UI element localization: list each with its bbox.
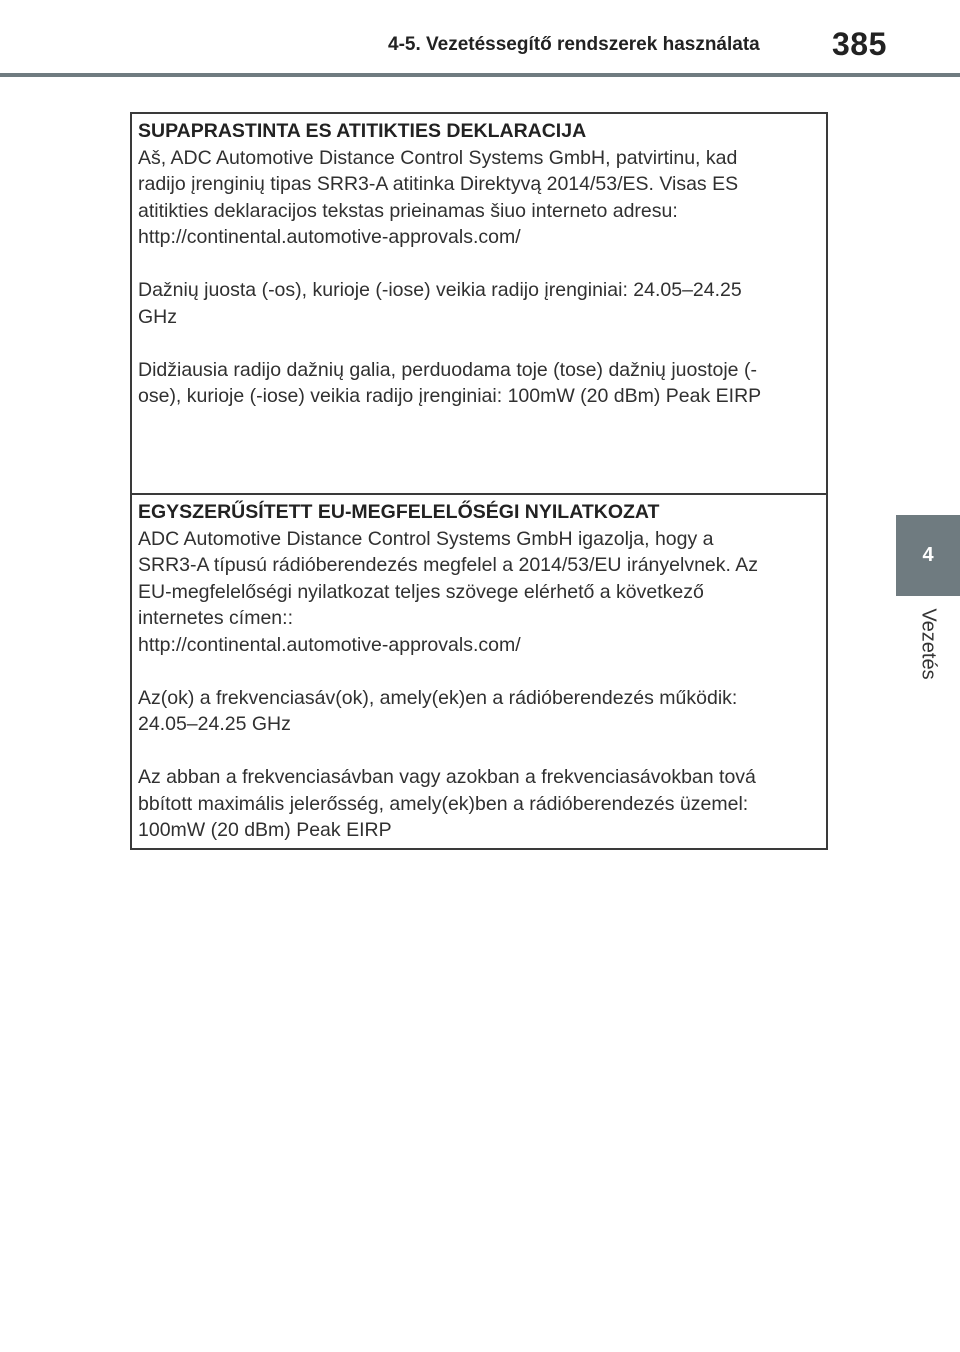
declaration-box-hungarian xyxy=(130,493,828,850)
declaration-line: radijo įrenginių tipas SRR3-A atitinka Direktyvą 2014/53/ES. Visas ES xyxy=(138,173,739,195)
declaration-box-lithuanian xyxy=(130,112,828,495)
declaration-title: SUPAPRASTINTA ES ATITIKTIES DEKLARACIJA xyxy=(138,120,587,142)
declaration-line: Aš, ADC Automotive Distance Control Systems GmbH, patvirtinu, kad xyxy=(138,146,738,169)
declaration-line: EU-megfelelőségi nyilatkozat teljes szövege elérhető a következő xyxy=(138,580,704,603)
power-line: Az abban a frekvenciasávban vagy azokban a frekvenciasávokban tová xyxy=(138,766,756,788)
declaration-url: http://continental.automotive-approvals.com/ xyxy=(138,226,521,248)
power-line: bbított maximális jelerősség, amely(ek)ben a rádióberendezés üzemel: xyxy=(138,792,749,815)
power-line: ose), kurioje (-iose) veikia radijo įrenginiai: 100mW (20 dBm) Peak EIRP xyxy=(138,385,762,407)
paragraph-gap xyxy=(138,738,820,765)
declaration-line: atitikties deklaracijos tekstas prieinamas šiuo interneto adresu: xyxy=(138,199,678,222)
chapter-label: Vezetés xyxy=(917,608,940,680)
frequency-line: GHz xyxy=(138,305,177,328)
frequency-line: Dažnių juosta (-os), kurioje (-iose) veikia radijo įrenginiai: 24.05–24.25 xyxy=(138,279,742,301)
declaration-line: SRR3-A típusú rádióberendezés megfelel a 2014/53/EU irányelvnek. Az xyxy=(138,554,759,576)
power-line: 100mW (20 dBm) Peak EIRP xyxy=(138,819,392,841)
paragraph-gap xyxy=(138,658,820,685)
power-line: Didžiausia radijo dažnių galia, perduodama toje (tose) dažnių juostoje (- xyxy=(138,358,757,381)
chapter-tab[interactable] xyxy=(896,515,960,596)
declaration-url: http://continental.automotive-approvals.com/ xyxy=(138,633,521,656)
declaration-line: ADC Automotive Distance Control Systems GmbH igazolja, hogy a xyxy=(138,527,714,550)
paragraph-gap xyxy=(138,330,820,357)
declaration-line: internetes címen:: xyxy=(138,607,293,629)
frequency-line: 24.05–24.25 GHz xyxy=(138,713,291,735)
frequency-line: Az(ok) a frekvenciasáv(ok), amely(ek)en a rádióberendezés működik: xyxy=(138,686,738,709)
page-number: 385 xyxy=(832,26,887,62)
paragraph-gap xyxy=(138,251,820,278)
chapter-number: 4 xyxy=(922,544,934,566)
section-title: 4-5. Vezetéssegítő rendszerek használata xyxy=(388,34,760,55)
header-rule xyxy=(0,73,960,77)
declaration-title: EGYSZERŰSÍTETT EU-MEGFELELŐSÉGI NYILATKOZAT xyxy=(138,501,660,523)
